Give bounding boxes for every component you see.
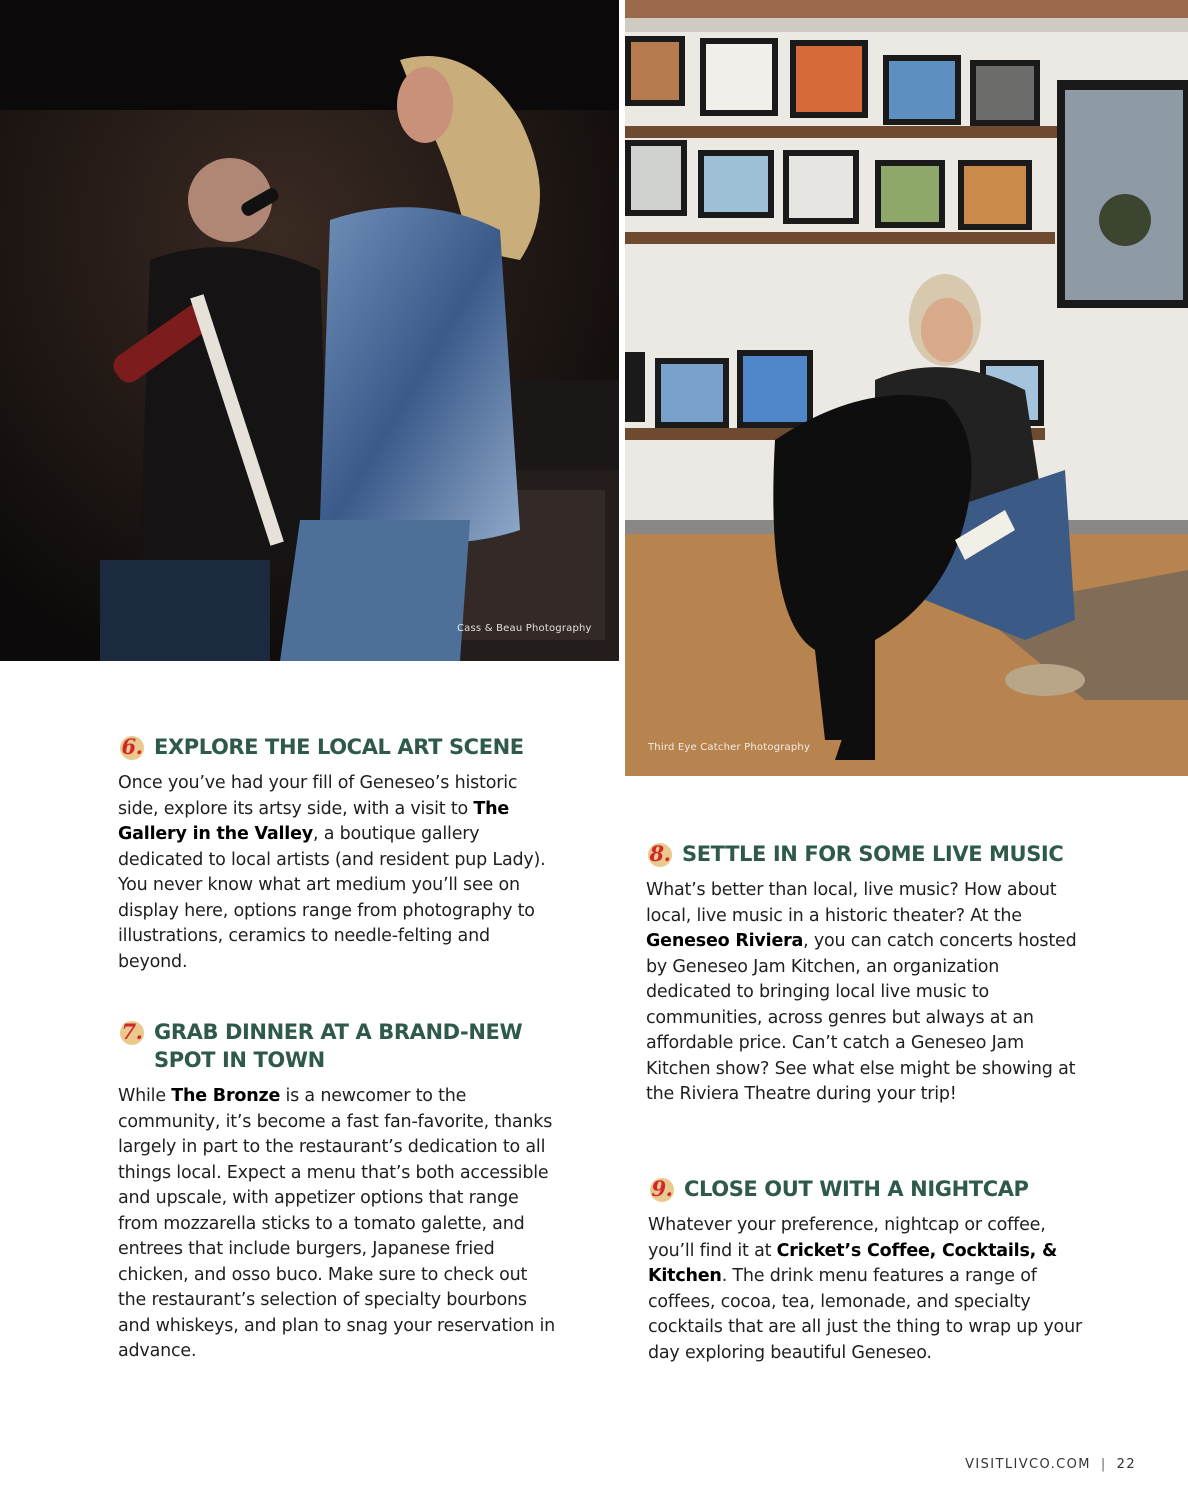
section-body: [118, 771, 558, 975]
number-badge: [118, 733, 146, 761]
section-title: GRAB DINNER AT A BRAND-NEW SPOT IN TOWN: [154, 1020, 523, 1072]
section-body: [118, 1084, 558, 1365]
section-number: 7.: [121, 1019, 143, 1044]
body-text: , you can catch concerts hosted by Geneseo Jam Kitchen, an organization dedicated to bringing local live music to communities, across genres but always at an affordable price. Can’t catch a Geneseo Jam Kitchen show? See what else might be showing at the Riviera Theatre during your trip!: [646, 931, 1077, 1104]
section-number: 9.: [651, 1176, 673, 1201]
body-text: , a boutique gallery dedicated to local artists (and resident pup Lady). You never know what art medium you’ll see on display here, options range from photography to illustrations, ceramics to needle-felting and beyond.: [118, 824, 546, 972]
section-number: 8.: [649, 841, 671, 866]
section-nightcap: [648, 1175, 1088, 1366]
body-text: is a newcomer to the community, it’s become a fast fan-favorite, thanks largely in part to the restaurant’s dedication to all things local. Expect a menu that’s both accessible and upscale, with appetizer options that range from mozzarella sticks to a tomato galette, and entrees that include burgers, Japanese fried chicken, and osso buco. Make sure to check out the restaurant’s selection of specialty bourbons and whiskeys, and plan to snag your reservation in advance.: [118, 1086, 556, 1361]
photo-credit: Third Eye Catcher Photography: [648, 742, 811, 753]
number-badge: [648, 1175, 676, 1203]
section-heading: [648, 1175, 1088, 1203]
section-heading: [118, 1018, 558, 1074]
section-live-music: [646, 840, 1086, 1108]
body-text: Once you’ve had your fill of Geneseo’s historic side, explore its artsy side, with a visit to: [118, 773, 518, 819]
body-text: What’s better than local, live music? How about local, live music in a historic theater? At the: [646, 880, 1057, 926]
section-heading: [118, 733, 558, 761]
section-explore-art: [118, 733, 558, 975]
venue-name: Cricket’s Coffee, Cocktails, & Kitchen: [648, 1240, 1058, 1286]
section-title: SETTLE IN FOR SOME LIVE MUSIC: [682, 842, 1064, 866]
page-footer: [965, 1457, 1136, 1472]
body-text: While: [118, 1086, 172, 1106]
section-heading: [646, 840, 1086, 868]
site-url[interactable]: VISITLIVCO.COM: [965, 1457, 1091, 1472]
section-number: 6.: [121, 734, 143, 759]
body-text: . The drink menu features a range of coffees, cocoa, tea, lemonade, and specialty cocktails that are all just the thing to wrap up your day exploring beautiful Geneseo.: [648, 1266, 1082, 1363]
section-grab-dinner: [118, 1018, 558, 1365]
gallery-photo: [625, 0, 1188, 776]
section-body: [646, 878, 1086, 1108]
page-number: 22: [1116, 1457, 1136, 1472]
footer-divider: |: [1100, 1457, 1107, 1472]
section-body: [648, 1213, 1088, 1366]
number-badge: [646, 840, 674, 868]
venue-name: Geneseo Riviera: [646, 931, 804, 951]
venue-name: The Bronze: [171, 1086, 281, 1106]
concert-photo: [0, 0, 619, 661]
photo-credit: Cass & Beau Photography: [457, 623, 592, 634]
section-title: CLOSE OUT WITH A NIGHTCAP: [684, 1177, 1029, 1201]
body-text: Whatever your preference, nightcap or coffee, you’ll find it at: [648, 1215, 1046, 1261]
section-title: EXPLORE THE LOCAL ART SCENE: [154, 735, 524, 759]
number-badge: [118, 1018, 146, 1046]
venue-name: The Gallery in the Valley: [118, 798, 510, 844]
